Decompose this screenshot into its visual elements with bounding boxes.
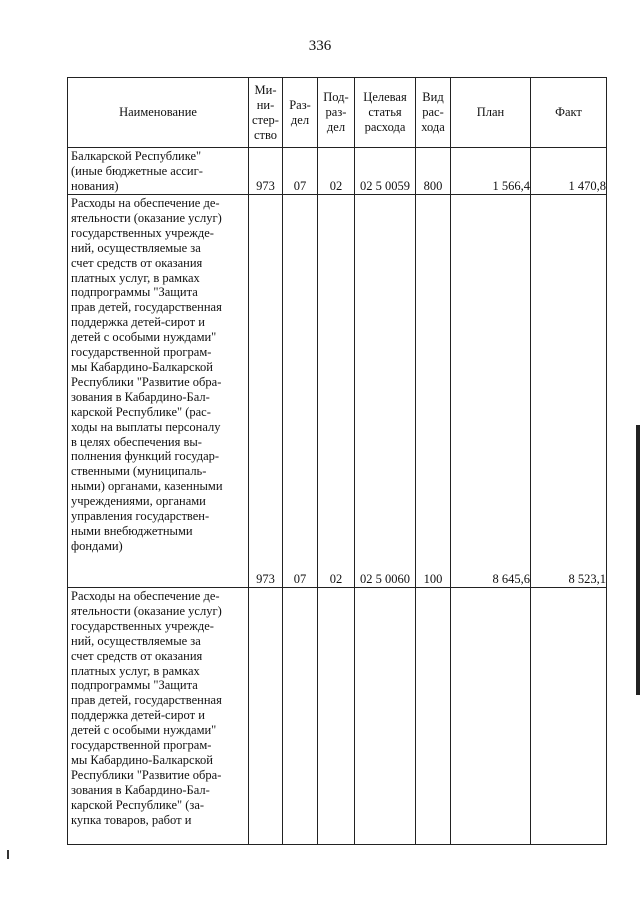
scan-edge-mark: [636, 425, 640, 695]
column-header-target-article: Целевая статья расхода: [355, 78, 416, 148]
plan-amount: 8 645,6: [451, 195, 531, 588]
column-header-plan: План: [451, 78, 531, 148]
header-row: [68, 78, 607, 148]
table-row: [68, 588, 607, 845]
ministry-code: [249, 588, 283, 845]
ministry-code: 973: [249, 195, 283, 588]
plan-amount: 1 566,4: [451, 148, 531, 195]
column-header-fact: Факт: [531, 78, 607, 148]
table-row: [68, 148, 607, 195]
column-header-subsection: Под- раз- дел: [318, 78, 355, 148]
expense-name: Расходы на обеспечение де- ятельности (оказание услуг) государственных учрежде- ний, осуществляемые за счет средств от оказания платных услуг, в рамках подпрограммы "Защита прав детей, государственная поддержка детей-сирот и детей с особыми нуждами" государственной програм- мы Кабардино-Балкарской Республики "Развитие обра- зования в Кабардино-Бал- карской Республике" (за- купка товаров, работ и: [71, 589, 222, 827]
subsection-code: 02: [318, 195, 355, 588]
expense-name: Расходы на обеспечение де- ятельности (оказание услуг) государственных учрежде- ний, осуществляемые за счет средств от оказания платных услуг, в рамках подпрограммы "Защита прав детей, государственная поддержка детей-сирот и детей с особыми нуждами" государственной програм- мы Кабардино-Балкарской Республики "Развитие обра- зования в Кабардино-Бал- карской Республике" (рас- ходы на выплаты персоналу в целях обеспечения вы- полнения функций государ- ственными (муниципаль- ными) органами, казенными учреждениями, органами управления государствен- ными внебюджетными фондами): [71, 196, 223, 553]
column-header-ministry: Ми- ни- стер- ство: [249, 78, 283, 148]
target-article-code: 02 5 0060: [355, 195, 416, 588]
page-number: 336: [308, 38, 332, 54]
column-header-expense-type: Вид рас- хода: [416, 78, 451, 148]
plan-amount: [451, 588, 531, 845]
expense-type-code: [416, 588, 451, 845]
subsection-code: [318, 588, 355, 845]
fact-amount: 8 523,1: [531, 195, 607, 588]
ministry-code: 973: [249, 148, 283, 195]
section-code: 07: [283, 148, 318, 195]
fact-amount: 1 470,8: [531, 148, 607, 195]
expense-name: Балкарской Республике" (иные бюджетные ассиг- нования): [71, 149, 203, 193]
expense-type-code: 800: [416, 148, 451, 195]
margin-tick-mark: [7, 850, 9, 859]
fact-amount: [531, 588, 607, 845]
column-header-name: Наименование: [68, 78, 249, 148]
subsection-code: 02: [318, 148, 355, 195]
expense-type-code: 100: [416, 195, 451, 588]
target-article-code: [355, 588, 416, 845]
column-header-section: Раз- дел: [283, 78, 318, 148]
target-article-code: 02 5 0059: [355, 148, 416, 195]
section-code: 07: [283, 195, 318, 588]
section-code: [283, 588, 318, 845]
budget-table: [67, 77, 607, 845]
table-row: [68, 195, 607, 588]
